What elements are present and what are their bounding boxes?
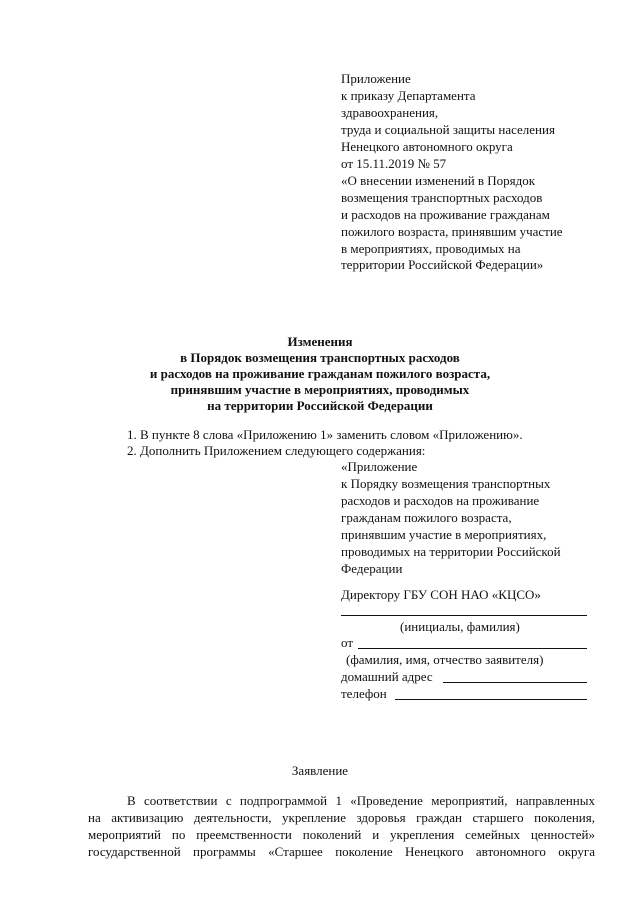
new-appendix-line: к Порядку возмещения транспортных: [341, 476, 551, 491]
appendix-header-line: территории Российской Федерации»: [341, 257, 544, 272]
phone-blank-line[interactable]: [395, 699, 587, 700]
phone-label: телефон: [341, 686, 387, 701]
new-appendix-line: Федерации: [341, 561, 403, 576]
appendix-header-line: и расходов на проживание гражданам: [341, 207, 550, 222]
title-line: Изменения: [287, 334, 353, 349]
amendment-item: 2. Дополнить Приложением следующего содержания:: [127, 443, 426, 458]
new-appendix-line: принявшим участие в мероприятиях,: [341, 527, 547, 542]
title-line: принявшим участие в мероприятиях, проводимых: [170, 382, 470, 397]
appendix-header-line: от 15.11.2019 № 57: [341, 156, 447, 171]
appendix-header-line: здравоохранения,: [341, 105, 439, 120]
new-appendix-line: «Приложение: [341, 459, 418, 474]
addressee-to: Директору ГБУ СОН НАО «КЦСО»: [341, 587, 541, 602]
applicant-name-blank-line[interactable]: [358, 648, 587, 649]
appendix-header-line: Ненецкого автономного округа: [341, 139, 513, 154]
initials-caption: (инициалы, фамилия): [400, 619, 520, 634]
from-label: от: [341, 635, 354, 650]
amendment-item: 1. В пункте 8 слова «Приложению 1» заменить словом «Приложению».: [127, 427, 523, 442]
new-appendix-line: гражданам пожилого возраста,: [341, 510, 512, 525]
appendix-header-line: труда и социальной защиты населения: [341, 122, 555, 137]
fio-caption: (фамилия, имя, отчество заявителя): [346, 652, 544, 667]
appendix-header-line: «О внесении изменений в Порядок: [341, 173, 536, 188]
address-label: домашний адрес: [341, 669, 433, 684]
statement-line: В соответствии с подпрограммой 1 «Проведение мероприятий, направленных: [127, 793, 595, 808]
statement-line: на активизацию деятельности, укрепление здоровья граждан старшего поколения,: [88, 810, 595, 825]
title-line: и расходов на проживание гражданам пожилого возраста,: [149, 366, 491, 381]
new-appendix-line: проводимых на территории Российской: [341, 544, 561, 559]
title-line: на территории Российской Федерации: [207, 398, 433, 413]
appendix-header-line: к приказу Департамента: [341, 88, 476, 103]
appendix-header-line: в мероприятиях, проводимых на: [341, 241, 521, 256]
appendix-header-line: Приложение: [341, 71, 411, 86]
initials-blank-line[interactable]: [341, 615, 587, 616]
appendix-header-line: пожилого возраста, принявшим участие: [341, 224, 563, 239]
appendix-header-line: возмещения транспортных расходов: [341, 190, 543, 205]
new-appendix-line: расходов и расходов на проживание: [341, 493, 540, 508]
title-line: в Порядок возмещения транспортных расходов: [180, 350, 460, 365]
statement-line: мероприятий по преемственности поколений и укрепления семейных ценностей»: [88, 827, 595, 842]
address-blank-line[interactable]: [443, 682, 587, 683]
statement-line: государственной программы «Старшее поколение Ненецкого автономного округа: [88, 844, 595, 859]
statement-title: Заявление: [291, 763, 349, 778]
